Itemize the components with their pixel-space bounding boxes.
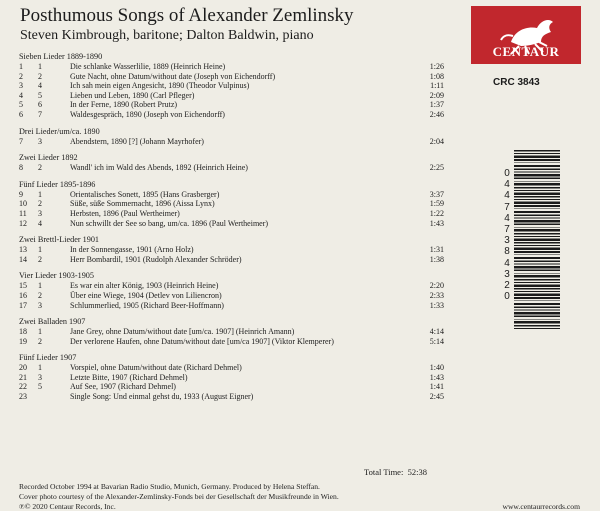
track-row xyxy=(19,81,444,91)
track-row xyxy=(19,110,444,120)
movement-number: 1 xyxy=(38,189,42,199)
track-duration: 1:59 xyxy=(429,199,444,209)
track-number: 10 xyxy=(19,199,27,209)
track-title: Single Song: Und einmal gehst du, 1933 (August Eigner) xyxy=(70,392,254,402)
track-section xyxy=(19,52,444,120)
track-row xyxy=(19,100,444,110)
track-duration: 1:22 xyxy=(429,208,444,218)
movement-number: 6 xyxy=(38,100,42,110)
movement-number: 1 xyxy=(38,62,42,71)
movement-number: 7 xyxy=(38,109,42,119)
track-duration: 2:09 xyxy=(429,90,444,100)
section-title: Sieben Lieder 1889-1890 xyxy=(19,52,103,61)
track-row xyxy=(19,301,444,311)
track-row xyxy=(19,255,444,265)
track-section xyxy=(19,127,444,147)
track-title: Jane Grey, ohne Datum/without date [um/ca. 1907] (Heinrich Amann) xyxy=(70,327,295,337)
track-number: 11 xyxy=(19,208,27,218)
track-number: 13 xyxy=(19,245,27,255)
track-number: 3 xyxy=(19,81,23,91)
track-row xyxy=(19,363,444,373)
track-duration: 2:25 xyxy=(429,163,444,173)
track-duration: 3:37 xyxy=(429,189,444,199)
section-title: Fünf Lieder 1895-1896 xyxy=(19,179,96,189)
track-row xyxy=(19,392,444,402)
track-duration: 1:33 xyxy=(429,300,444,310)
track-row xyxy=(19,91,444,101)
movement-number: 2 xyxy=(38,254,42,264)
track-number: 18 xyxy=(19,327,27,337)
section-title: Drei Lieder/um/ca. 1890 xyxy=(19,126,100,136)
track-row xyxy=(19,72,444,82)
track-number: 4 xyxy=(19,90,23,100)
track-row xyxy=(19,382,444,392)
catalog-number: CRC 3843 xyxy=(493,77,540,88)
track-row xyxy=(19,373,444,383)
track-row xyxy=(19,62,444,72)
track-row xyxy=(19,291,444,301)
movement-number: 2 xyxy=(38,290,42,300)
movement-number: 3 xyxy=(38,208,42,218)
track-list xyxy=(19,52,444,402)
barcode xyxy=(501,150,561,330)
movement-number: 1 xyxy=(38,327,42,337)
track-number: 7 xyxy=(19,136,23,146)
track-number: 22 xyxy=(19,382,27,392)
movement-number: 5 xyxy=(38,382,42,392)
track-number: 21 xyxy=(19,372,27,382)
section-title: Vier Lieder 1903-1905 xyxy=(19,271,94,281)
track-number: 17 xyxy=(19,300,27,310)
track-duration: 2:20 xyxy=(429,281,444,291)
track-title: Es war ein alter König, 1903 (Heinrich Heine) xyxy=(70,281,219,291)
track-row xyxy=(19,281,444,291)
track-number: 5 xyxy=(19,100,23,110)
movement-number: 2 xyxy=(38,71,42,81)
track-title: Abendstern, 1890 [?] (Johann Mayrhofer) xyxy=(70,136,204,146)
track-section xyxy=(19,271,444,310)
barcode-digits: 0 4 4 7 4 7 3 8 4 3 2 0 xyxy=(504,168,510,303)
track-row xyxy=(19,219,444,229)
recording-notes: Recorded October 1994 at Bavarian Radio Studio, Munich, Germany. Produced by Helena Steffan. Cover photo courtesy of the Alexander-Zemlinsky-Fonds bei der Gesellschaft der Musikfreunde in Wien. xyxy=(19,482,339,501)
track-number: 8 xyxy=(19,163,23,173)
track-title: Letzte Bitte, 1907 (Richard Dehmel) xyxy=(70,372,188,382)
movement-number: 1 xyxy=(38,245,42,255)
movement-number: 2 xyxy=(38,336,42,346)
track-title: Vorspiel, ohne Datum/without date (Richard Dehmel) xyxy=(70,363,242,373)
track-number: 2 xyxy=(19,71,23,81)
track-duration: 4:14 xyxy=(429,327,444,337)
track-row xyxy=(19,209,444,219)
track-title: Orientalisches Sonett, 1895 (Hans Grasberger) xyxy=(70,189,220,199)
track-duration: 1:08 xyxy=(429,71,444,81)
track-duration: 2:45 xyxy=(429,392,444,402)
track-row xyxy=(19,337,444,347)
barcode-bars xyxy=(514,150,560,330)
track-number: 1 xyxy=(19,62,23,71)
track-title: In der Ferne, 1890 (Robert Prutz) xyxy=(70,100,178,110)
movement-number xyxy=(38,392,70,402)
track-title: Ich sah mein eigen Angesicht, 1890 (Theodor Vulpinus) xyxy=(70,81,250,91)
track-row xyxy=(19,199,444,209)
track-title: Süße, süße Sommernacht, 1896 (Aissa Lynx) xyxy=(70,199,215,209)
movement-number: 3 xyxy=(38,300,42,310)
movement-number: 2 xyxy=(38,199,42,209)
track-duration: 1:11 xyxy=(430,81,444,91)
track-row xyxy=(19,137,444,147)
track-duration: 1:43 xyxy=(429,372,444,382)
track-number: 9 xyxy=(19,189,23,199)
track-section xyxy=(19,153,444,173)
track-number: 16 xyxy=(19,290,27,300)
website: www.centaurrecords.com xyxy=(502,502,580,511)
album-title: Posthumous Songs of Alexander Zemlinsky xyxy=(20,5,354,26)
movement-number: 1 xyxy=(38,363,42,373)
track-title: Der verlorene Haufen, ohne Datum/without date [um/ca 1907] (Viktor Klemperer) xyxy=(70,336,334,346)
track-section xyxy=(19,235,444,264)
track-title: Herr Bombardil, 1901 (Rudolph Alexander Schröder) xyxy=(70,254,242,264)
track-title: Lieben und Leben, 1890 (Carl Pfleger) xyxy=(70,90,195,100)
track-duration: 1:43 xyxy=(429,218,444,228)
track-duration: 1:38 xyxy=(429,254,444,264)
track-number: 12 xyxy=(19,218,27,228)
track-section xyxy=(19,353,444,401)
movement-number: 5 xyxy=(38,90,42,100)
track-duration: 2:46 xyxy=(429,109,444,119)
section-title: Zwei Brettl-Lieder 1901 xyxy=(19,235,100,245)
track-title: Waldesgespräch, 1890 (Joseph von Eichendorff) xyxy=(70,109,225,119)
track-duration: 5:14 xyxy=(429,336,444,346)
track-title: Über eine Wiege, 1904 (Detlev von Liliencron) xyxy=(70,290,222,300)
centaur-logo xyxy=(471,6,581,64)
label-name: CENTAUR xyxy=(492,44,560,59)
total-time: Total Time: 52:38 xyxy=(364,467,427,477)
track-row xyxy=(19,190,444,200)
track-duration: 1:37 xyxy=(429,100,444,110)
track-row xyxy=(19,163,444,173)
track-duration: 1:26 xyxy=(429,62,444,71)
track-duration: 1:31 xyxy=(429,245,444,255)
track-section xyxy=(19,180,444,228)
track-title: Herbsten, 1896 (Paul Wertheimer) xyxy=(70,208,180,218)
section-title: Fünf Lieder 1907 xyxy=(19,353,77,363)
track-title: Auf See, 1907 (Richard Dehmel) xyxy=(70,382,176,392)
track-title: Nun schwillt der See so bang, um/ca. 1896 (Paul Wertheimer) xyxy=(70,218,269,228)
track-number: 15 xyxy=(19,281,27,291)
track-title: Schlummerlied, 1905 (Richard Beer-Hoffmann) xyxy=(70,300,224,310)
track-row xyxy=(19,327,444,337)
track-section xyxy=(19,317,444,346)
track-duration: 2:04 xyxy=(429,136,444,146)
copyright: ℗© 2020 Centaur Records, Inc. xyxy=(19,502,116,511)
movement-number: 3 xyxy=(38,136,42,146)
track-number: 19 xyxy=(19,336,27,346)
movement-number: 1 xyxy=(38,281,42,291)
track-title: In der Sonnengasse, 1901 (Arno Holz) xyxy=(70,245,194,255)
track-number: 23 xyxy=(19,392,27,402)
track-duration: 2:33 xyxy=(429,290,444,300)
track-number: 20 xyxy=(19,363,27,373)
track-title: Die schlanke Wasserlilie, 1889 (Heinrich Heine) xyxy=(70,62,226,71)
movement-number: 4 xyxy=(38,81,42,91)
track-row xyxy=(19,245,444,255)
track-duration: 1:40 xyxy=(429,363,444,373)
movement-number: 3 xyxy=(38,372,42,382)
track-number: 6 xyxy=(19,109,23,119)
movement-number: 4 xyxy=(38,218,42,228)
section-title: Zwei Balladen 1907 xyxy=(19,317,86,327)
track-number: 14 xyxy=(19,254,27,264)
track-duration: 1:41 xyxy=(429,382,444,392)
movement-number: 2 xyxy=(38,163,42,173)
track-title: Gute Nacht, ohne Datum/without date (Joseph von Eichendorff) xyxy=(70,71,276,81)
album-subtitle: Steven Kimbrough, baritone; Dalton Baldwin, piano xyxy=(20,28,314,43)
track-title: Wandl' ich im Wald des Abends, 1892 (Heinrich Heine) xyxy=(70,163,248,173)
section-title: Zwei Lieder 1892 xyxy=(19,153,78,163)
